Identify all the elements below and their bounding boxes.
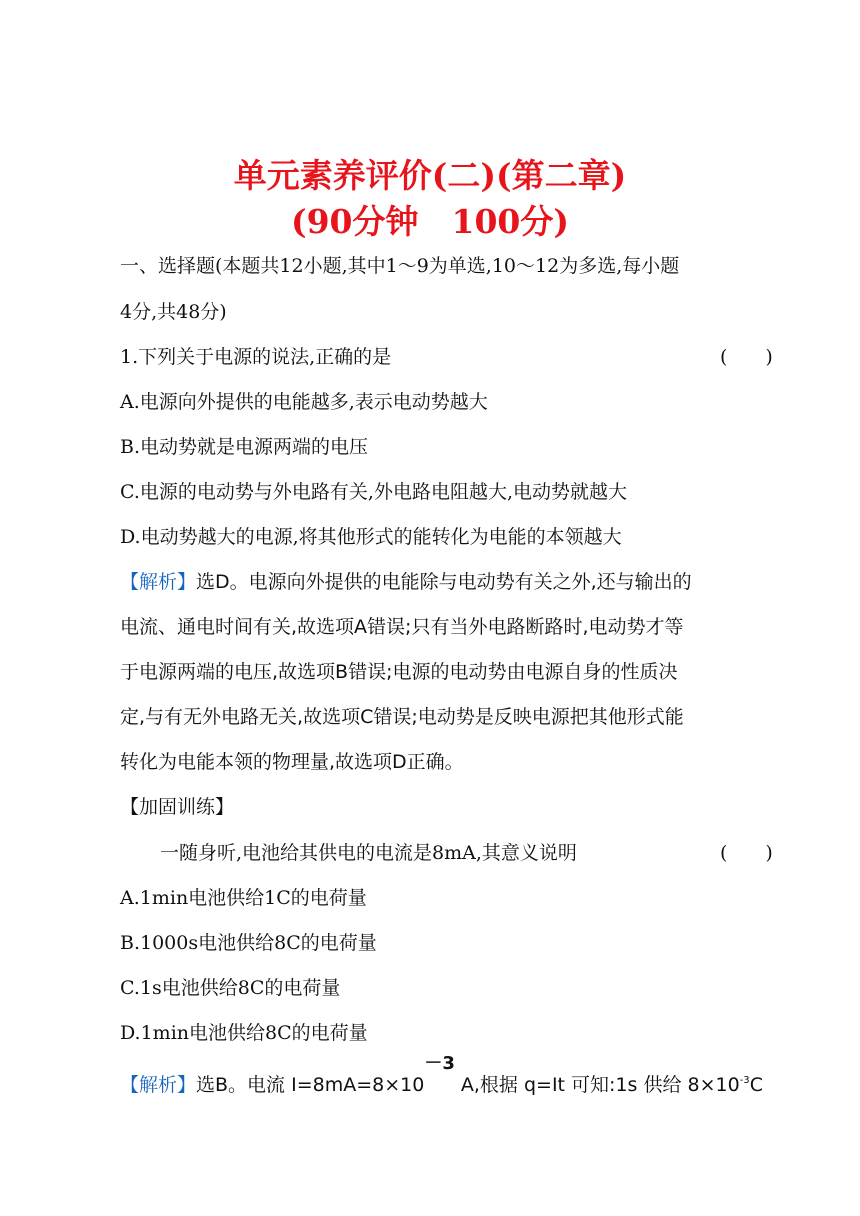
section-heading-line2: 4分,共48分) bbox=[120, 301, 227, 323]
question-1-stem: 1.下列关于电源的说法,正确的是 bbox=[120, 346, 392, 368]
analysis-tag: 【解析】 bbox=[120, 1074, 197, 1096]
reinforce-answer-paren: ( ) bbox=[720, 842, 773, 864]
question-1-analysis-line1: 【解析】选D。电源向外提供的电能除与电动势有关之外,还与输出的 bbox=[120, 571, 692, 593]
analysis-tag: 【解析】 bbox=[120, 571, 197, 593]
section-heading-line1: 一、选择题(本题共12小题,其中1～9为单选,10～12为多选,每小题 bbox=[120, 255, 680, 277]
question-1-answer-paren: ( ) bbox=[720, 346, 773, 368]
reinforce-option-c: C.1s电池供给8C的电荷量 bbox=[120, 977, 341, 999]
reinforce-heading: 【加固训练】 bbox=[120, 796, 235, 818]
reinforce-analysis-line1: 【解析】选B。电流 I=8mA=8×10－3 A,根据 q=It 可知:1s 供给 $8\times 10^{-3}C$ bbox=[120, 1053, 763, 1096]
reinforce-option-b: B.1000s电池供给8C的电荷量 bbox=[120, 932, 377, 954]
reinforce-option-d: D.1min电池供给8C的电荷量 bbox=[120, 1022, 368, 1044]
question-1-analysis-line4: 定,与有无外电路无关,故选项C错误;电动势是反映电源把其他形式能 bbox=[120, 706, 684, 728]
question-1-analysis-line2: 电流、通电时间有关,故选项A错误;只有当外电路断路时,电动势才等 bbox=[120, 616, 684, 638]
question-1-analysis-line3: 于电源两端的电压,故选项B错误;电源的电动势由电源自身的性质决 bbox=[120, 661, 678, 683]
question-1-option-a: A.电源向外提供的电能越多,表示电动势越大 bbox=[120, 391, 488, 413]
page-subtitle-time-score: (90分钟 100分) bbox=[290, 202, 570, 241]
question-1-option-c: C.电源的电动势与外电路有关,外电路电阻越大,电动势就越大 bbox=[120, 481, 627, 503]
reinforce-option-a: A.1min电池供给1C的电荷量 bbox=[120, 887, 367, 909]
question-1-option-d: D.电动势越大的电源,将其他形式的能转化为电能的本领越大 bbox=[120, 526, 622, 548]
page-title: 单元素养评价(二)(第二章) bbox=[233, 156, 627, 195]
question-1-analysis-line5: 转化为电能本领的物理量,故选项D正确。 bbox=[120, 751, 464, 773]
question-1-option-b: B.电动势就是电源两端的电压 bbox=[120, 436, 369, 458]
reinforce-question-stem: 一随身听,电池给其供电的电流是8mA,其意义说明 bbox=[160, 842, 577, 864]
